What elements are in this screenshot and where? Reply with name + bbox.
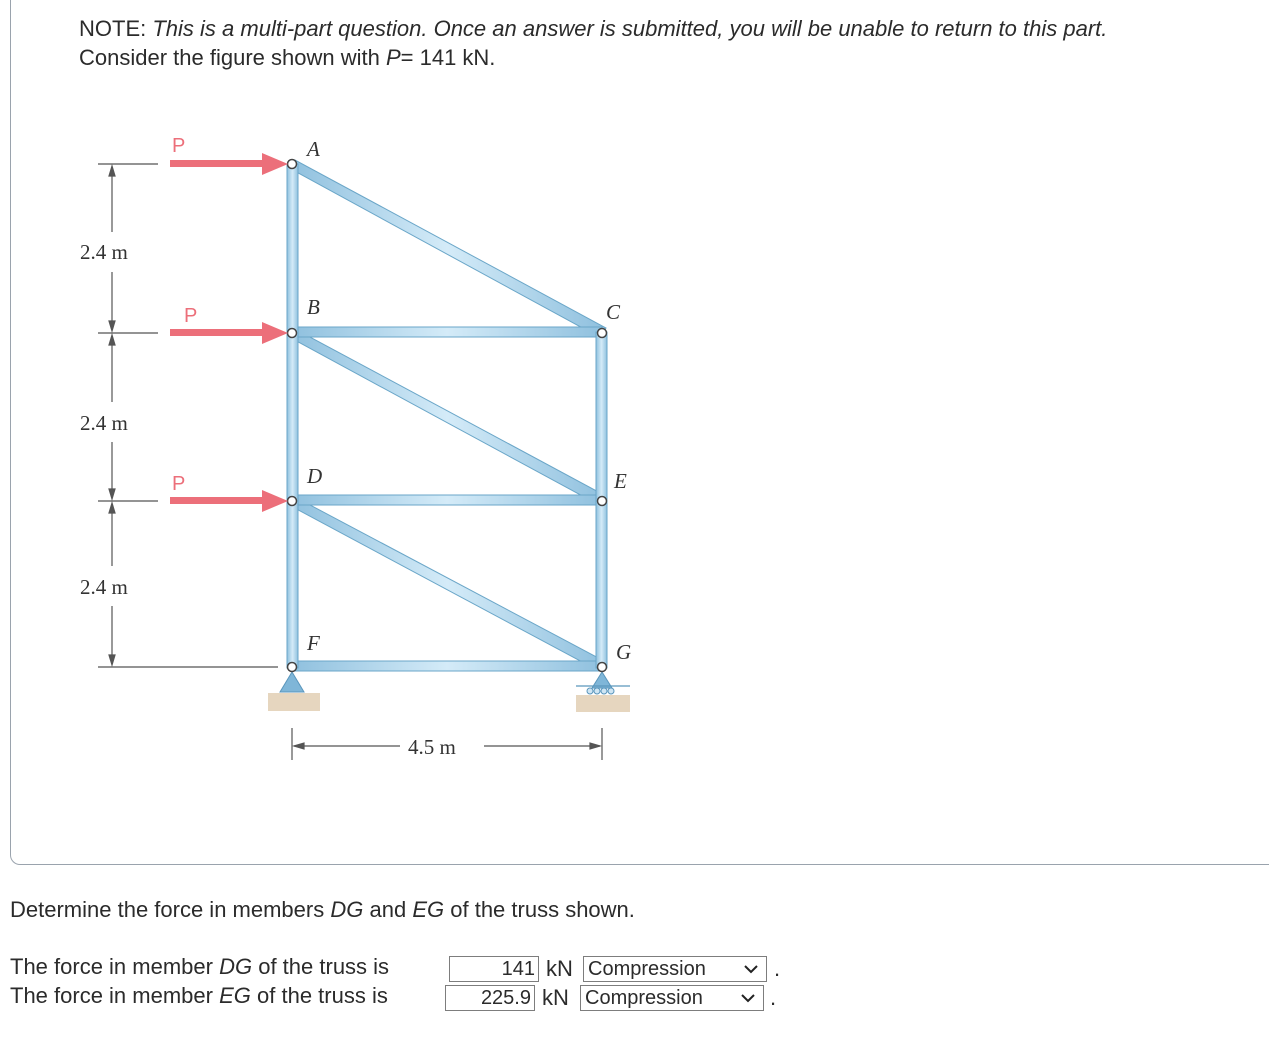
chevron-down-icon [739,989,757,1007]
dim-height-3: 2.4 m [80,575,128,599]
joint-label-d: D [307,464,323,488]
joint-label-a: A [307,137,320,161]
joint-label-b: B [307,295,320,319]
pin-support-icon [280,672,304,692]
member-BC [292,327,602,337]
question-text: Determine the force in members DG and EG of the truss shown. [10,897,635,922]
force-eg-input[interactable]: 225.9 [445,985,535,1011]
joint-label-g: G [616,640,632,664]
member-dg-label: DG [330,897,364,922]
note-label: NOTE: [79,16,147,41]
support-base-right [576,695,630,712]
load-label-2: P [184,305,198,327]
load-label-3: P [172,473,186,495]
load-label-1: P [172,135,186,157]
var-p: P [385,45,401,70]
p-value: = 141 kN. [400,45,496,70]
member-AF [287,164,298,668]
answer-row-dg: The force in member DG of the truss is [10,954,390,979]
type-dg-select[interactable]: Compression [583,956,767,982]
joint-label-c: C [606,300,621,324]
member-DE [292,495,602,505]
joint-label-f: F [307,631,320,655]
member-DG [289,497,606,671]
support-base-left [268,693,320,711]
consider-prefix: Consider the figure shown with [79,45,380,70]
dim-height-2: 2.4 m [80,411,128,435]
member-AC [289,160,606,337]
member-eg-label: EG [412,897,445,922]
rollers [587,688,614,694]
joint-label-e: E [614,469,627,493]
chevron-down-icon [742,960,760,978]
type-eg-select[interactable]: Compression [580,985,764,1011]
dim-height-1: 2.4 m [80,240,128,264]
note-text: This is a multi-part question. Once an answer is submitted, you will be unable to return to this part. [152,16,1108,41]
force-dg-input[interactable]: 141 [449,956,539,982]
answer-row-eg: The force in member EG of the truss is [10,983,388,1008]
member-BE [289,329,606,505]
unit-dg: kN [546,956,573,981]
unit-eg: kN [542,985,569,1010]
member-FG [292,661,602,671]
truss-members [287,160,607,671]
load-arrows [170,153,288,512]
dim-width: 4.5 m [408,735,456,759]
